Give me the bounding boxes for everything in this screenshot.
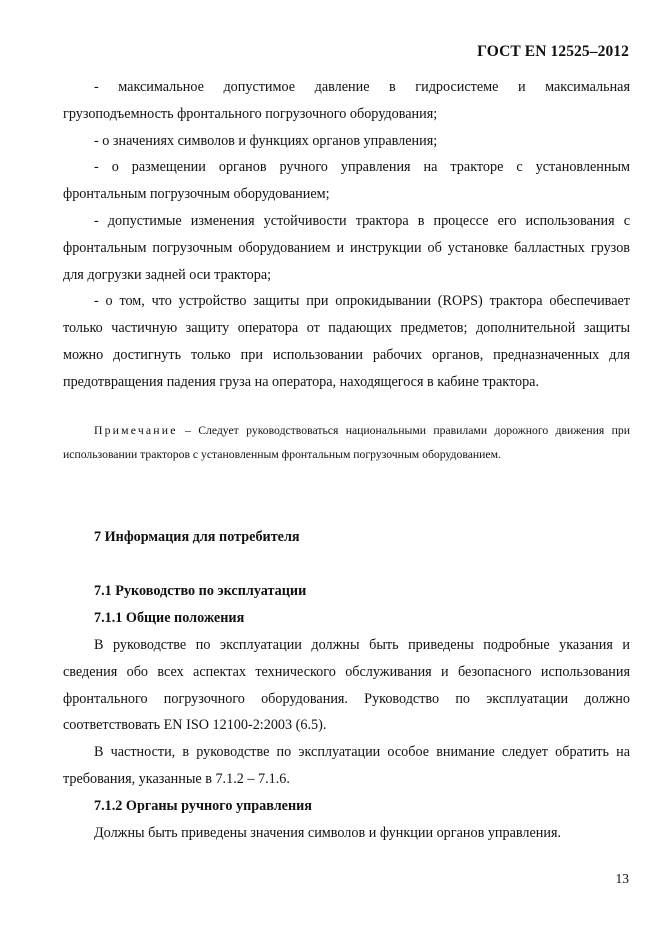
body-paragraph: В частности, в руководстве по эксплуатации особое внимание следует обратить на требования, указанные в 7.1.2 – 7.1.6. [63,744,630,787]
list-item: - о размещении органов ручного управления на тракторе с установленным фронтальным погрузочным оборудованием; [63,159,630,203]
body-paragraph: Должны быть приведены значения символов и функции органов управления. [94,824,562,841]
list-item: - допустимые изменения устойчивости трактора в процессе его использования с фронтальным погрузочным оборудованием и инструкции об установке балластных грузов для догрузки задней оси трактора; [63,212,630,283]
list-item: - максимальное допустимое давление в гидросистеме и максимальная грузоподъемность фронтального погрузочного оборудования; [63,79,630,122]
note-text: – Следует руководствоваться национальными правилами дорожного движения при использовании тракторов с установленным фронтальным погрузочным оборудованием. [63,423,630,461]
subsection-heading: 7.1.2 Органы ручного управления [94,797,312,814]
note-paragraph [63,419,630,467]
list-item: - о том, что устройство защиты при опрокидывании (ROPS) трактора обеспечивает только частичную защиту оператора от падающих предметов; дополнительной защиты можно достигнуть только при использовании рабочих органов, предназначенных для предотвращения падения груза на оператора, находящегося в кабине трактора. [63,293,630,390]
subsection-heading: 7.1 Руководство по эксплуатации [94,583,307,600]
subsection-heading: 7.1.1 Общие положения [94,610,245,627]
section-heading: 7 Информация для потребителя [94,528,300,545]
list-item: - о значениях символов и функциях органов управления; [94,132,438,149]
page-content [63,74,630,846]
note-label: Примечание [94,423,178,437]
body-paragraph: В руководстве по эксплуатации должны быть приведены подробные указания и сведения обо всех аспектах технического обслуживания и безопасного использования фронтального погрузочного оборудования. Руководство по эксплуатации должно соответствовать EN ISO 12100-2:2003 (6.5). [63,636,630,734]
document-standard-header: ГОСТ EN 12525–2012 [477,43,629,60]
page-number: 13 [615,871,629,886]
